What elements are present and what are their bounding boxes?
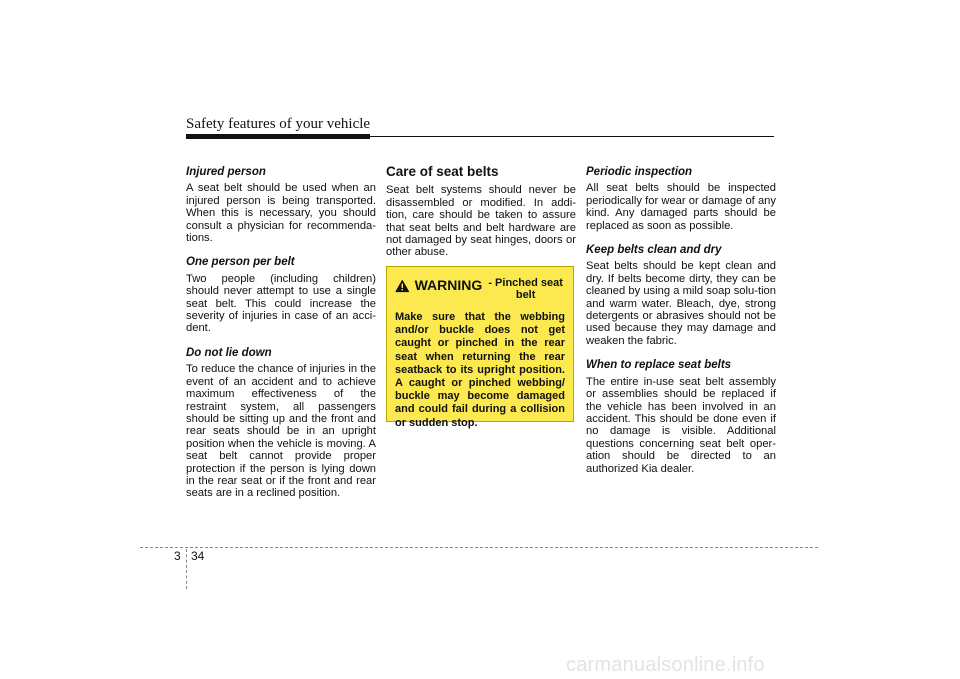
header-rule-thick xyxy=(186,134,370,139)
para-one-person-per-belt: Two people (including children) should never attempt to use a single seat belt. This could increase the severity of injuries in case of an acci-dent. xyxy=(186,272,376,335)
subhead-periodic-inspection: Periodic inspection xyxy=(586,166,693,178)
section-title-care-of-seat-belts: Care of seat belts xyxy=(386,164,499,179)
warning-subject: - Pinched seat belt xyxy=(488,277,563,301)
column-1 xyxy=(186,166,376,512)
footer-divider xyxy=(140,547,818,548)
subhead-do-not-lie-down: Do not lie down xyxy=(186,346,272,359)
para-when-to-replace: The entire in-use seat belt assembly or assemblies should be replaced if the vehicle has been involved in an accident. This should be done even if no damage is visible. Additional questions concerning seat belt oper-ation should be directed to an authorized Kia dealer. xyxy=(586,375,776,475)
para-keep-belts-clean: Seat belts should be kept clean and dry. If belts become dirty, they can be cleaned by using a mild soap solu-tion and warm water. Bleach, dye, strong detergents or abrasives should not be used because they may damage and weaken the fabric. xyxy=(586,260,776,347)
warning-word: WARNING xyxy=(414,277,483,293)
para-periodic-inspection: All seat belts should be inspected periodically for wear or damage of any kind. Any damaged parts should be replaced as soon as possible. xyxy=(586,182,776,232)
warning-text: Make sure that the webbing and/or buckle does not get caught or pinched in the rear seat when returning the rear seatback to its upright position. A caught or pinched webbing/ buckle may become damaged and could fail during a collision or sudden stop. xyxy=(395,311,565,429)
para-care-of-seat-belts: Seat belt systems should never be disassembled or modified. In addi-tion, care should be taken to assure that seat belts and belt hardware are not damaged by seat hinges, doors or other abuse. xyxy=(386,184,576,259)
footer-page-number: 34 xyxy=(191,549,205,563)
column-3 xyxy=(586,166,776,487)
header-rule-thin xyxy=(370,136,774,137)
watermark: carmanualsonline.info xyxy=(566,654,765,676)
footer-vertical-divider xyxy=(186,549,187,589)
subhead-keep-belts-clean: Keep belts clean and dry xyxy=(586,244,722,257)
subhead-one-person-per-belt: One person per belt xyxy=(186,256,295,269)
page-header-title: Safety features of your vehicle xyxy=(186,116,371,132)
column-2 xyxy=(386,166,576,271)
para-injured-person: A seat belt should be used when an injured person is being transported. When this is necessary, you should consult a physician for recommenda-tions. xyxy=(186,182,376,245)
warning-triangle-icon xyxy=(395,278,410,294)
warning-box xyxy=(386,266,574,429)
subhead-injured-person: Injured person xyxy=(186,166,266,178)
para-do-not-lie-down: To reduce the chance of injuries in the event of an accident and to achieve maximum effectiveness of the restraint system, all passengers should be sitting up and the front and rear seats should be in an upright position when the vehicle is moving. A seat belt cannot provide proper protection if the person is lying down in the rear seat or if the front and rear seats are in a reclined position. xyxy=(186,363,376,500)
warning-header xyxy=(395,277,565,301)
subhead-when-to-replace: When to replace seat belts xyxy=(586,359,732,372)
footer-chapter-number: 3 xyxy=(174,549,181,563)
